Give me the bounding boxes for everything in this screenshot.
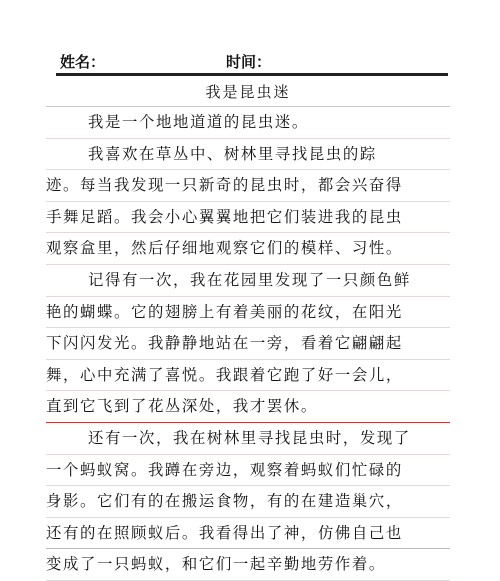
essay-line: 还有的在照顾蚁后。我看得出了神，仿佛自己也 [46, 518, 450, 550]
essay-line: 舞，心中充满了喜悦。我跟着它跑了好一会儿， [46, 360, 450, 392]
name-label: 姓名： [60, 54, 106, 71]
essay-line: 迹。每当我发现一只新奇的昆虫时，都会兴奋得 [46, 170, 450, 202]
essay-line: 一个蚂蚁窝。我蹲在旁边，观察着蚂蚁们忙碌的 [46, 455, 450, 487]
time-label: 时间： [226, 54, 272, 71]
essay-line: 还有一次，我在树林里寻找昆虫时，发现了 [46, 423, 450, 455]
essay-line: 我喜欢在草丛中、树林里寻找昆虫的踪 [46, 139, 450, 171]
worksheet-header [0, 0, 500, 80]
essay-line: 身影。它们有的在搬运食物，有的在建造巢穴， [46, 486, 450, 518]
essay-line: 手舞足蹈。我会小心翼翼地把它们装进我的昆虫 [46, 202, 450, 234]
essay-body [46, 78, 450, 581]
essay-line: 记得有一次，我在花园里发现了一只颜色鲜 [46, 265, 450, 297]
essay-line: 艳的蝴蝶。它的翅膀上有着美丽的花纹，在阳光 [46, 297, 450, 329]
essay-line: 下闪闪发光。我静静地站在一旁，看着它翩翩起 [46, 328, 450, 360]
essay-line: 观察盒里，然后仔细地观察它们的模样、习性。 [46, 233, 450, 265]
header-divider [56, 73, 448, 76]
essay-line: 我是一个地地道道的昆虫迷。 [46, 107, 450, 139]
essay-title: 我是昆虫迷 [46, 78, 450, 107]
essay-line: 直到它飞到了花丛深处，我才罢休。 [46, 391, 450, 423]
essay-line: 变成了一只蚂蚁，和它们一起辛勤地劳作着。 [46, 549, 450, 581]
